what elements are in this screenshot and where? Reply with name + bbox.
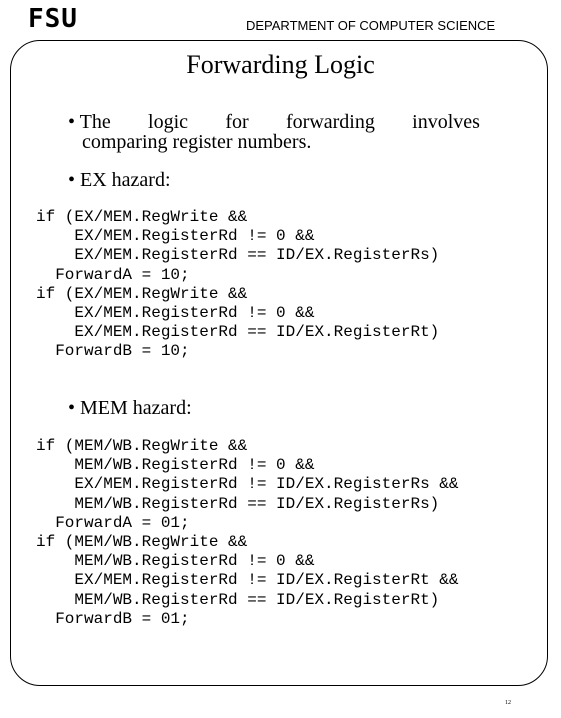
page-number: 12 [505, 700, 511, 706]
code-line: MEM/WB.RegisterRd == ID/EX.RegisterRs) [36, 494, 440, 513]
bullet-word: logic [148, 111, 189, 133]
code-line: EX/MEM.RegisterRd != ID/EX.RegisterRs && [36, 475, 459, 494]
code-line: MEM/WB.RegisterRd != 0 && [36, 456, 315, 475]
slide-title: Forwarding Logic [186, 50, 375, 79]
bullet-word: involves [412, 111, 480, 133]
code-line: ForwardA = 10; [36, 265, 190, 284]
bullet-word: for [225, 111, 249, 133]
code-line: EX/MEM.RegisterRd != 0 && [36, 227, 315, 246]
code-line: EX/MEM.RegisterRd != 0 && [36, 303, 315, 322]
ex-hazard-code [36, 208, 439, 362]
code-line: EX/MEM.RegisterRd != ID/EX.RegisterRt && [36, 571, 459, 590]
code-line: MEM/WB.RegisterRd != 0 && [36, 552, 315, 571]
code-line: MEM/WB.RegisterRd == ID/EX.RegisterRt) [36, 590, 440, 609]
bullet-word: forwarding [286, 111, 375, 133]
code-line: if (MEM/WB.RegWrite && [36, 532, 248, 551]
code-line: EX/MEM.RegisterRd == ID/EX.RegisterRs) [36, 246, 440, 265]
department-header: DEPARTMENT OF COMPUTER SCIENCE [246, 18, 496, 33]
code-line: if (EX/MEM.RegWrite && [36, 208, 248, 226]
code-line: if (EX/MEM.RegWrite && [36, 284, 248, 303]
bullet-word: • The [68, 111, 111, 133]
code-line: if (MEM/WB.RegWrite && [36, 437, 248, 455]
code-line: ForwardB = 01; [36, 609, 190, 628]
mem-hazard-code [36, 437, 458, 629]
bullet-ex-hazard: • EX hazard: [68, 169, 171, 191]
code-line: EX/MEM.RegisterRd == ID/EX.RegisterRt) [36, 323, 440, 342]
code-line: ForwardA = 01; [36, 513, 190, 532]
bullet-mem-hazard: • MEM hazard: [68, 397, 192, 419]
code-line: ForwardB = 10; [36, 342, 190, 361]
bullet-line-1 [68, 112, 480, 132]
bullet-forwarding-logic [68, 112, 480, 152]
bullet-line-2: comparing register numbers. [82, 131, 312, 153]
fsu-logo: FSU [28, 4, 78, 34]
